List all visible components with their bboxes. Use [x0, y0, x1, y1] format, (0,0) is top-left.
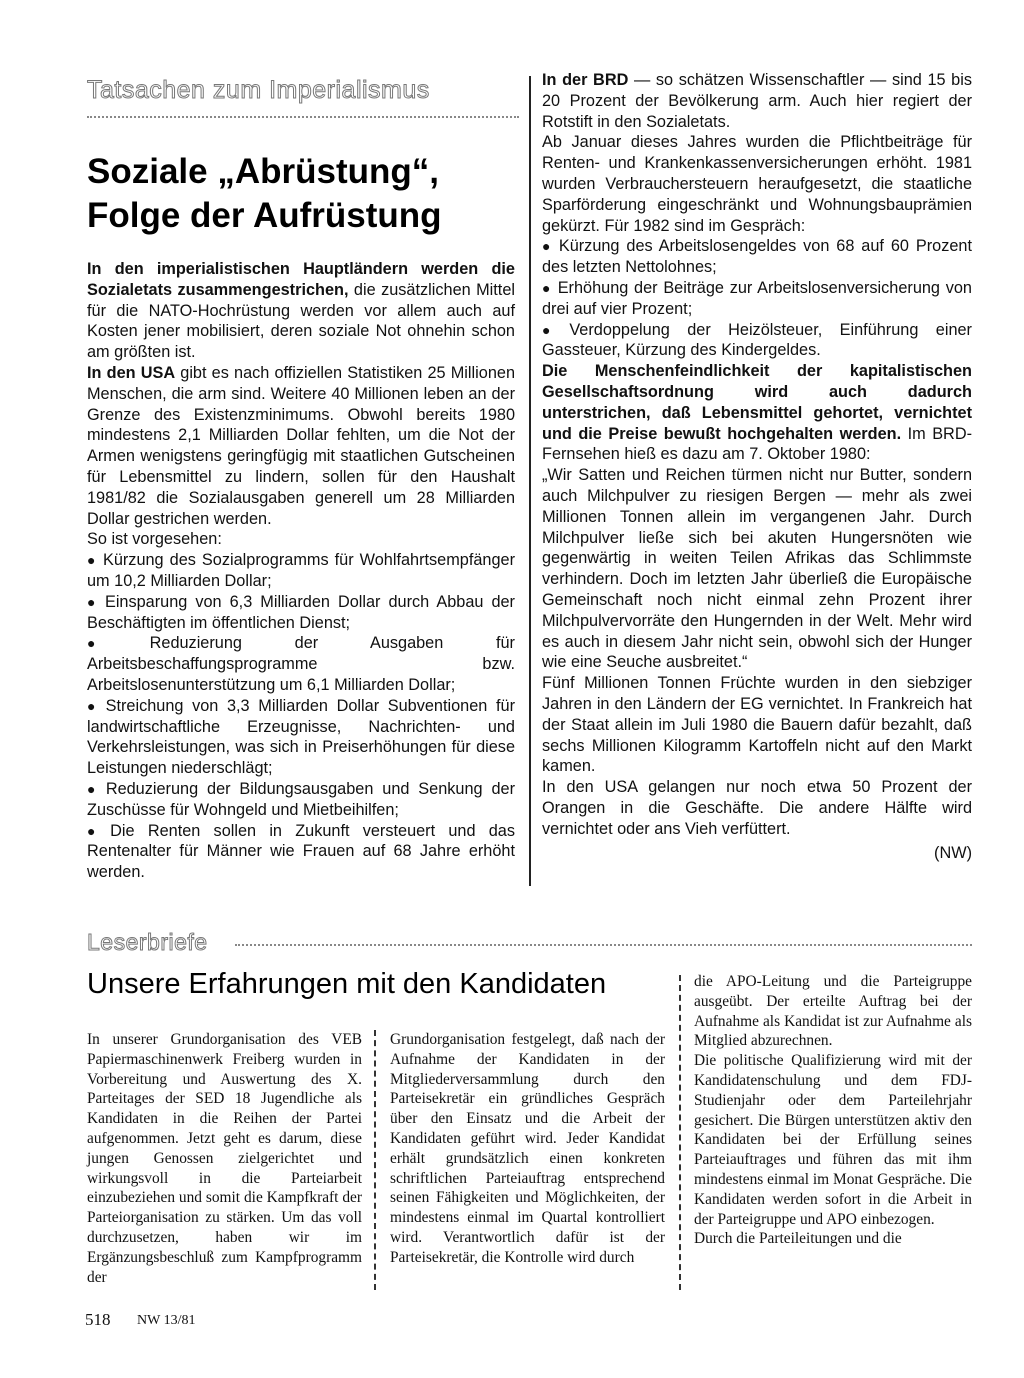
letter-text: die APO-Leitung und die Parteigruppe ausgeübt. Der erteilte Auftrag bei der Aufnahme als Kandidat ist zur Aufnahme als Mitglied abzurechnen.: [694, 973, 972, 1050]
letter-column-1: [87, 1030, 362, 1287]
letters-headline: Unsere Erfahrungen mit den Kandidaten: [87, 968, 607, 1000]
bullet-item: ● Kürzung des Arbeitslosengeldes von 68 auf 60 Prozent des letzten Nettolohnes;: [542, 236, 972, 278]
issue-label: NW 13/81: [137, 1313, 196, 1328]
section-kicker: Tatsachen zum Imperialismus: [87, 76, 430, 104]
brd-paragraph: [542, 70, 972, 132]
article-column-2: [542, 70, 972, 864]
bullet-item: ● Reduzierung der Bildungsausgaben und Senkung der Zuschüsse für Wohngeld und Mietbeihilfen;: [87, 779, 515, 821]
usa-paragraph: [87, 363, 515, 529]
author-signature: (NW): [934, 844, 972, 863]
letter-text: Die politische Qualifizierung wird mit der Kandidatenschulung und dem FDJ-Studienjahr oder dem Parteilehrjahr gesichert. Die Bürgen unterstützen aktiv den Kandidaten bei der Erfüllung seines Parteiauftrages und führen das mit ihm mindestens einmal im Monat Gespräche. Die Kandidaten werden sofort in die Arbeit in der Parteigruppe und APO einbezogen.: [694, 1052, 972, 1228]
column-rule: [374, 1030, 376, 1290]
page-number: 518: [85, 1310, 111, 1329]
bullet-item: ● Kürzung des Sozialprogramms für Wohlfahrtsempfänger um 10,2 Milliarden Dollar;: [87, 550, 515, 592]
letters-divider: [235, 944, 972, 946]
article-column-1: [87, 259, 515, 883]
brd-bold: In der BRD: [542, 71, 629, 89]
letter-text: Durch die Parteileitungen und die: [694, 1230, 902, 1248]
headline-line-1: Soziale „Abrüstung“,: [87, 152, 439, 191]
letter-text: Grundorganisation festgelegt, daß nach der Aufnahme der Kandidaten in der Mitgliederversammlung durch den Parteisekretär ein gründliches Gespräch über den Einsatz und die Arbeit der Kandidaten geführt wird. Jeder Kandidat erhält grundsätzlich einen konkreten schriftlichen Parteiauftrag entsprechend seinen Fähigkeiten und Möglichkeiten, der mindestens einmal im Quartal kontrolliert wird. Verantwortlich dafür ist der Parteisekretär, die Kontrolle wird durch: [390, 1031, 665, 1266]
bullet-item: ● Die Renten sollen in Zukunft versteuert und das Rentenalter für Männer wie Frauen auf 68 Jahre erhöht werden.: [87, 821, 515, 883]
letter-column-3: [694, 972, 972, 1249]
brd-text: — so schätzen Wissenschaftler — sind 15 bis 20 Prozent der Bevölkerung arm. Auch hier regiert der Rotstift in den Sozialetats.: [542, 71, 972, 131]
kicker-divider: [87, 116, 519, 118]
column-rule: [679, 975, 681, 1290]
bullet-item: ● Streichung von 3,3 Milliarden Dollar Subventionen für landwirtschaftliche Erzeugnisse, Nachrichten- und Verkehrsleistungen, was sich in Preiserhöhungen für diese Leistungen niederschlägt;: [87, 696, 515, 779]
headline-line-2: Folge der Aufrüstung: [87, 196, 442, 235]
lead-paragraph: [87, 259, 515, 363]
tv-quote: „Wir Satten und Reichen türmen nicht nur Butter, sondern auch Milchpulver zu riesigen Bergen — mehr als zwei Millionen Tonnen allein im vergangenen Jahr. Durch Milchpulver ließe sich bei akuten Hungersnöten wie gegenwärtig in weiten Teilen Afrikas das Schlimmste verhindern. Doch im letzten Jahr überließ die Europäische Gemeinschaft noch nicht einmal zehn Prozent ihrer Milchpulvervorräte den Hungernden in der Welt. Mehr wird es auch in diesem Jahr nicht sein, obwohl sich der Hunger wie eine Seuche ausbreitet.“: [542, 466, 972, 672]
emphasis-bold: Die Menschenfeindlichkeit der kapitalistischen Gesellschaftsordnung wird auch dadurch unterstrichen, daß Lebensmittel gehortet, vernichtet und die Preise bewußt hochgehalten werden.: [542, 362, 972, 443]
bullet-item: ● Erhöhung der Beiträge zur Arbeitslosenversicherung von drei auf vier Prozent;: [542, 278, 972, 320]
paragraph: Ab Januar dieses Jahres wurden die Pflichtbeiträge für Renten- und Krankenkassenversicherungen erhöht. 1981 wurden Verbrauchersteuern heraufgesetzt, die staatliche Sparförderung eingeschränkt und Wohnungsbauprämien gekürzt. Für 1982 sind im Gespräch:: [542, 133, 972, 235]
usa-bold: In den USA: [87, 363, 176, 382]
intro-line: So ist vorgesehen:: [87, 530, 222, 549]
letters-kicker: Leserbriefe: [87, 929, 208, 955]
usa-text: gibt es nach offiziellen Statistiken 25 Millionen Menschen, die arm sind. Weitere 40 Millionen leben an der Grenze des Existenzminimums. Obwohl bereits 1980 mindestens 2,1 Milliarden Dollar fehlten, um die Not der Armen wenigstens geringfügig mit staatlichen Gutscheinen für Lebensmittel zu lindern, sollen für den Haushalt 1981/82 die Sozialausgaben generell um 28 Milliarden Dollar gestrichen werden.: [87, 363, 515, 528]
paragraph-text: Im BRD-Fernsehen hieß es dazu am 7. Oktober 1980:: [542, 424, 972, 464]
bullet-item: ● Einsparung von 6,3 Milliarden Dollar durch Abbau der Beschäftigten im öffentlichen Dienst;: [87, 592, 515, 634]
letter-column-2: [390, 1030, 665, 1268]
letter-text: In unserer Grundorganisation des VEB Papiermaschinenwerk Freiberg wurden in Vorbereitung und Auswertung des X. Parteitages der SED 18 Jugendliche als Kandidaten in die Reihen der Partei aufgenommen. Jetzt geht es darum, diese jungen Genossen zielgerichtet und wirkungsvoll in die Parteiarbeit einzubeziehen und somit die Kampfkraft der Parteiorganisation zu stärken. Um das voll durchzusetzen, haben wir im Ergänzungsbeschluß zum Kampfprogramm der: [87, 1031, 362, 1286]
bullet-item: ● Verdoppelung der Heizölsteuer, Einführung einer Gassteuer, Kürzung des Kindergeldes.: [542, 320, 972, 362]
article-headline: [87, 150, 527, 238]
column-rule: [529, 76, 531, 886]
paragraph: In den USA gelangen nur noch etwa 50 Prozent der Orangen in die Geschäfte. Die andere Hälfte wird vernichtet oder ans Vieh verfüttert.: [542, 778, 972, 838]
bullet-item: ● Reduzierung der Ausgaben für Arbeitsbeschaffungsprogramme bzw. Arbeitslosenunterstützung um 6,1 Milliarden Dollar;: [87, 633, 515, 695]
lead-text: die zusätzlichen Mittel für die NATO-Hochrüstung werden vor allem auch auf Kosten jener mobilisiert, deren soziale Not ohnehin schon am größten ist.: [87, 280, 515, 362]
paragraph: [542, 361, 972, 465]
paragraph: Fünf Millionen Tonnen Früchte wurden in den siebziger Jahren in den Ländern der EG vernichtet. In Frankreich hat der Staat allein im Juli 1980 die Bauern dafür bezahlt, daß sechs Millionen Kilogramm Kartoffeln nicht auf den Markt kamen.: [542, 674, 972, 776]
lead-bold: In den imperialistischen Hauptländern werden die Sozialetats zusammengestrichen,: [87, 260, 515, 299]
